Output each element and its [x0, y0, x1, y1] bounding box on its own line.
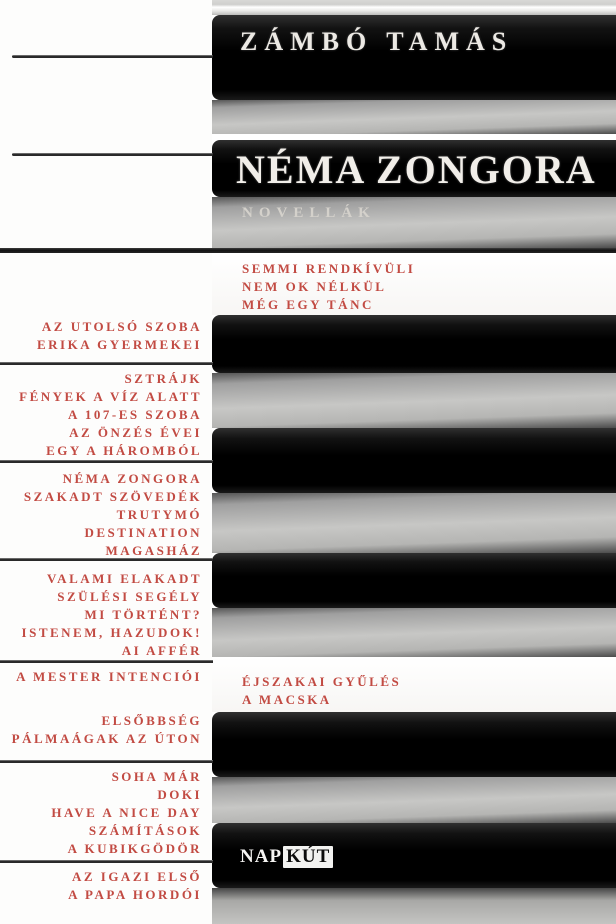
- story-title: A MESTER INTENCIÓI: [16, 669, 202, 684]
- story-title: NÉMA ZONGORA: [62, 471, 202, 486]
- story-title: AZ ÖNZÉS ÉVEI: [69, 425, 202, 440]
- story-group-7: [0, 768, 202, 858]
- book-title: NÉMA ZONGORA: [236, 147, 597, 192]
- story-title: A KUBIKGÖDÖR: [67, 841, 202, 856]
- white-key-gap-line: [0, 660, 213, 663]
- story-title: ELSŐBBSÉG: [101, 713, 202, 728]
- story-title: VALAMI ELAKADT: [46, 571, 202, 586]
- white-key-gap-line: [0, 362, 213, 365]
- story-title: SZÜLÉSI SEGÉLY: [57, 589, 202, 604]
- story-title: FÉNYEK A VÍZ ALATT: [19, 389, 202, 404]
- story-group-10: [242, 673, 401, 709]
- white-key-gap-line: [0, 760, 213, 763]
- white-key-front-1: [212, 100, 616, 134]
- story-title: A PAPA HORDÓI: [68, 887, 202, 902]
- story-group-2: [0, 370, 202, 460]
- napkut-logo: [240, 846, 333, 868]
- piano-keys-column: [212, 0, 616, 924]
- black-key-6: [212, 712, 616, 777]
- story-title: DOKI: [157, 787, 202, 802]
- story-title: A 107-ES SZOBA: [68, 407, 202, 422]
- story-group-1: [0, 318, 202, 354]
- story-title: EGY A HÁROMBÓL: [46, 443, 202, 458]
- white-key-gap-line: [0, 860, 213, 863]
- key-edge-divider: [0, 248, 616, 253]
- story-title: ERIKA GYERMEKEI: [37, 337, 202, 352]
- black-key-3: [212, 315, 616, 373]
- white-key-front-7: [212, 888, 616, 924]
- story-group-3: [0, 470, 202, 560]
- story-group-6: [0, 712, 202, 748]
- white-key-gap-line: [12, 55, 213, 58]
- white-key-front-5: [212, 608, 616, 657]
- story-title: SZTRÁJK: [124, 371, 202, 386]
- story-title: MAGASHÁZ: [105, 543, 202, 558]
- story-title: TRUTYMÓ: [116, 507, 202, 522]
- story-title: PÁLMAÁGAK AZ ÚTON: [11, 731, 202, 746]
- story-title: DESTINATION: [84, 525, 202, 540]
- story-group-8: [0, 868, 202, 904]
- white-key-front-6: [212, 777, 616, 823]
- story-title: MI TÖRTÉNT?: [84, 607, 202, 622]
- story-title: AI AFFÉR: [121, 643, 202, 658]
- story-title: HAVE A NICE DAY: [51, 805, 202, 820]
- white-key-gap-line: [12, 153, 213, 156]
- black-key-4: [212, 428, 616, 493]
- story-title: A MACSKA: [242, 692, 332, 707]
- story-title: ISTENEM, HAZUDOK!: [21, 625, 202, 640]
- napkut-logo-kut: KÚT: [283, 846, 333, 868]
- story-group-4: [0, 570, 202, 660]
- story-title: SEMMI RENDKÍVÜLI: [242, 261, 416, 276]
- story-title: NEM OK NÉLKÜL: [242, 279, 387, 294]
- story-title: ÉJSZAKAI GYŰLÉS: [242, 674, 402, 689]
- story-title: SOHA MÁR: [111, 769, 202, 784]
- book-subtitle: NOVELLÁK: [242, 205, 376, 221]
- napkut-logo-nap: NAP: [240, 846, 283, 867]
- story-title: AZ UTOLSÓ SZOBA: [41, 319, 202, 334]
- story-title: AZ IGAZI ELSŐ: [71, 869, 202, 884]
- white-key-front-4: [212, 493, 616, 553]
- black-key-5: [212, 553, 616, 608]
- author-name: ZÁMBÓ TAMÁS: [240, 27, 514, 56]
- story-title: SZÁMÍTÁSOK: [88, 823, 202, 838]
- white-key-gap-line: [0, 460, 213, 463]
- white-key-top-strip: [212, 0, 616, 15]
- story-title: SZAKADT SZÖVEDÉK: [23, 489, 202, 504]
- story-group-9: [242, 260, 415, 314]
- story-group-5: [0, 668, 202, 686]
- white-key-front-3: [212, 373, 616, 428]
- story-title: MÉG EGY TÁNC: [242, 297, 374, 312]
